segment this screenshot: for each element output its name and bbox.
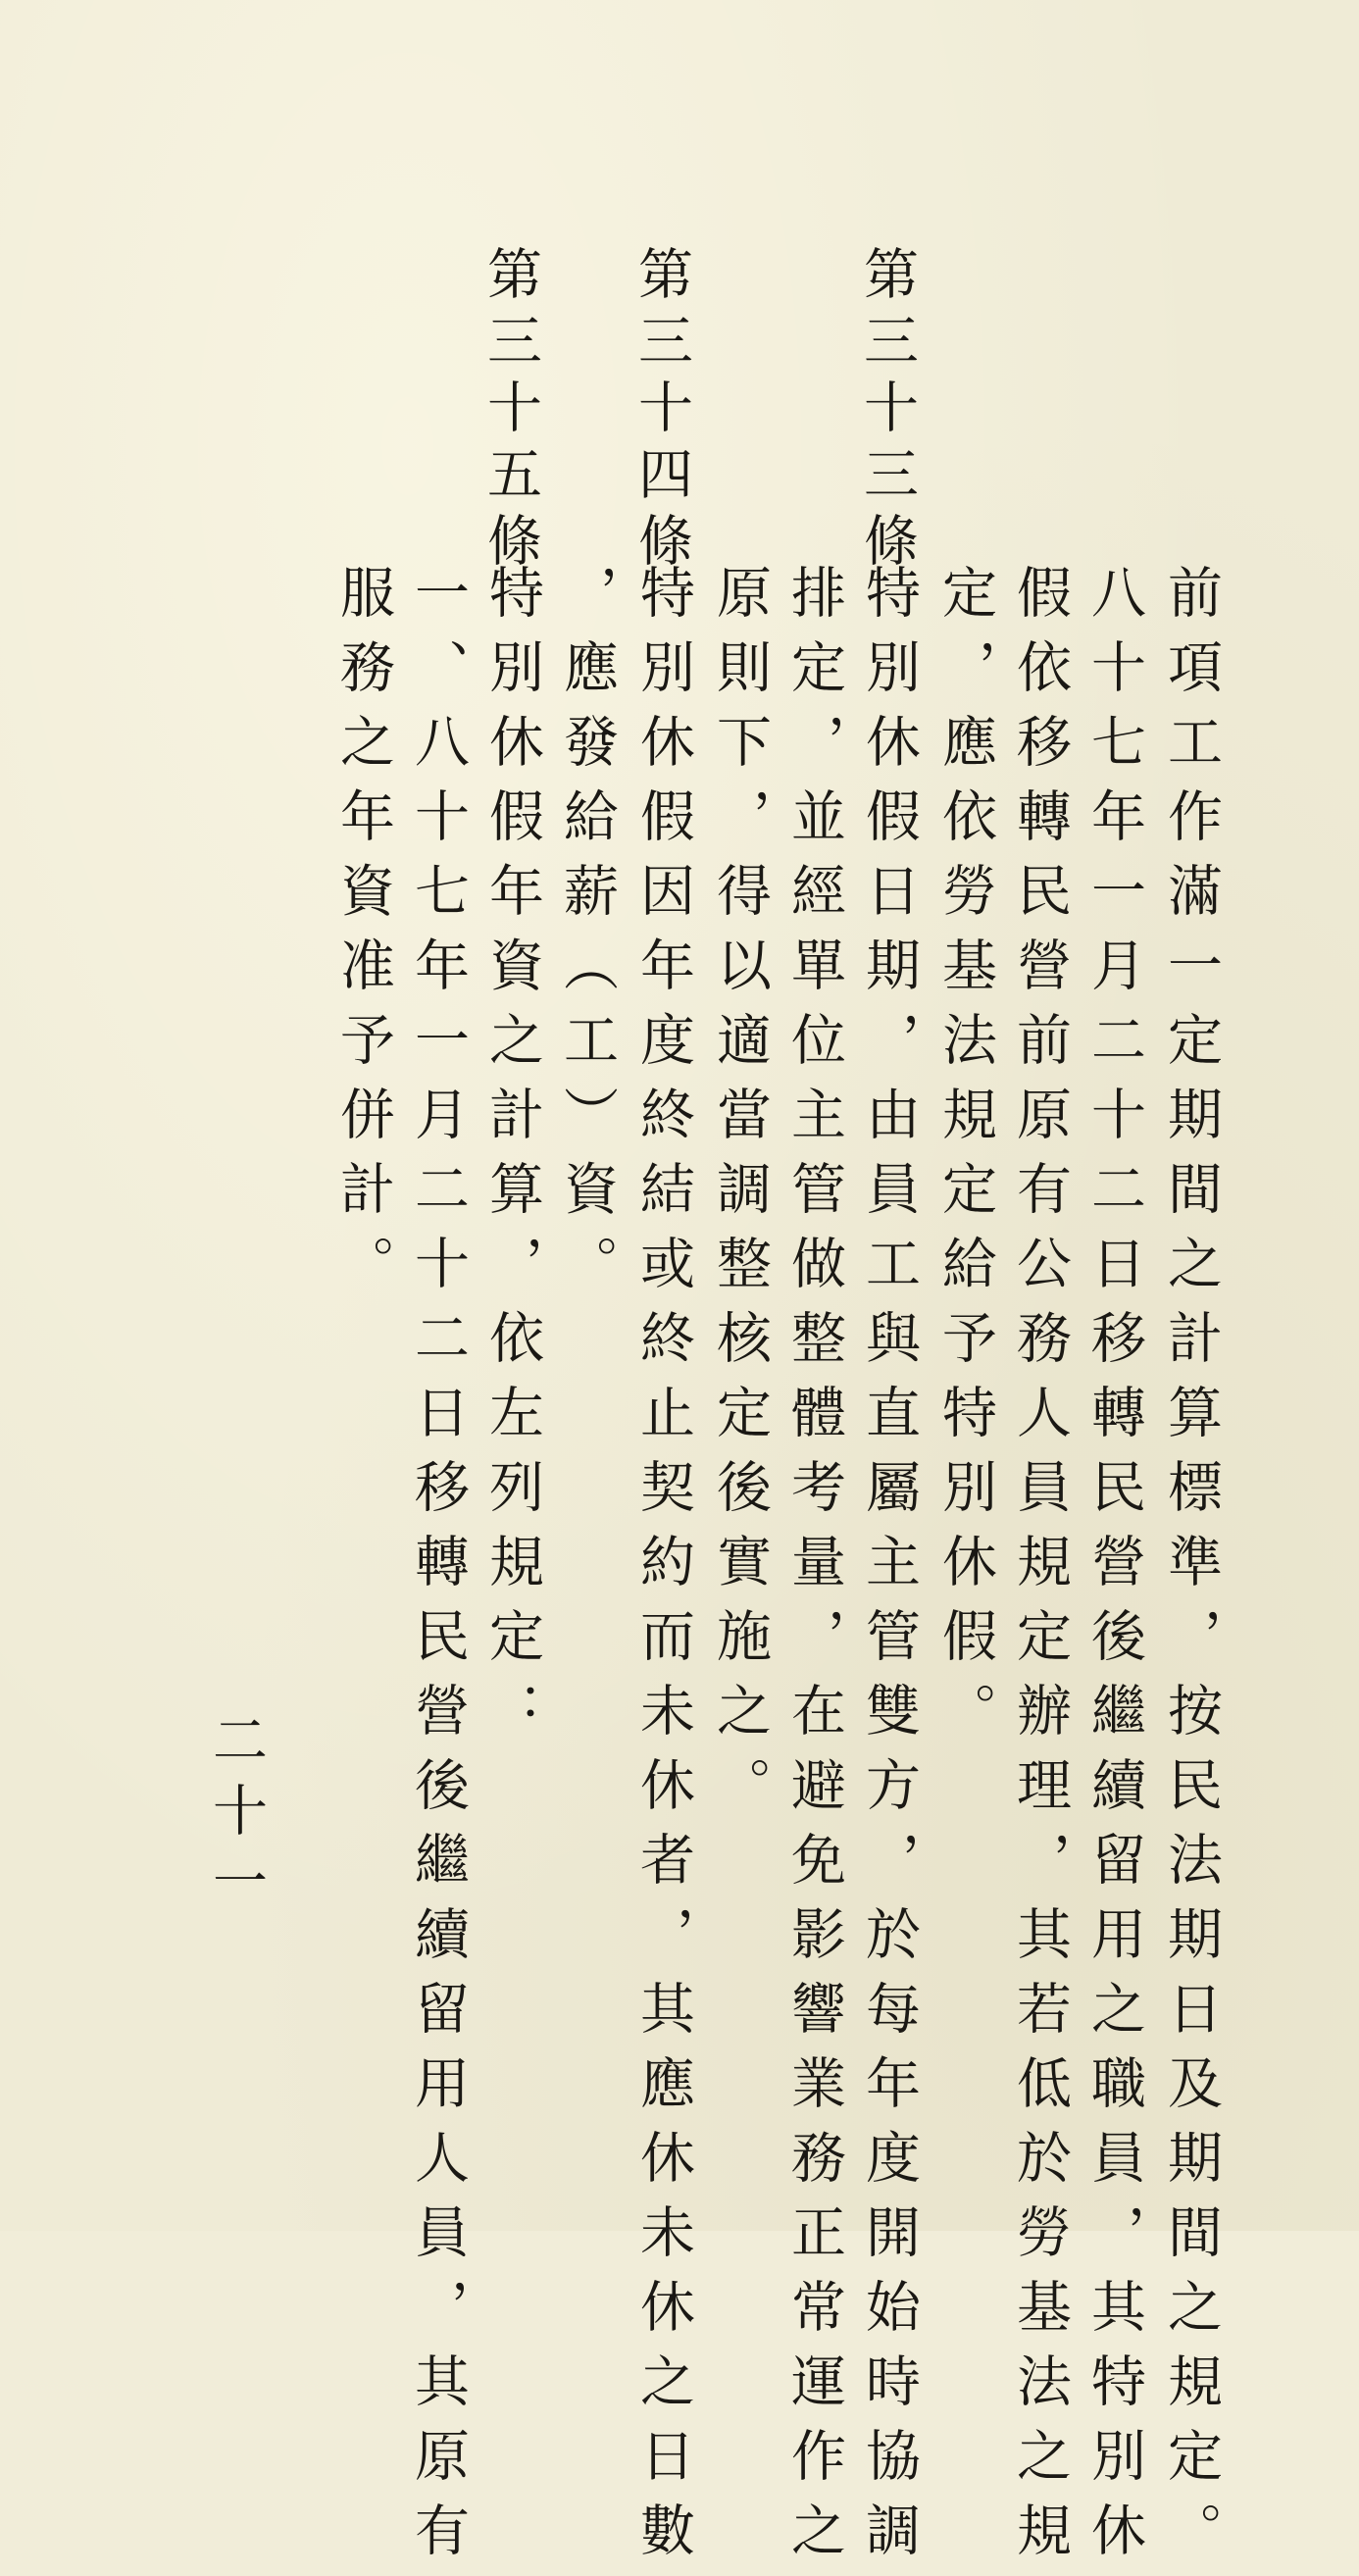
text-column-3: 假依移轉民營前原有公務人員規定辦理，其若低於勞基法之規	[1008, 564, 1072, 2576]
page-number: 二十一	[204, 1711, 268, 1923]
text-column-6: 排定，並經單位主管做整體考量，在避免影響業務正常運作之	[782, 564, 846, 2576]
text-column-7: 原則下，得以適當調整核定後實施之。	[708, 564, 772, 1831]
article-34-heading: 第三十四條	[629, 245, 693, 579]
article-33-heading: 第三十三條	[855, 245, 919, 579]
article-35-heading: 第三十五條	[478, 245, 542, 579]
text-column-5: 特別休假日期，由員工與直屬主管雙方，於每年度開始時協調	[857, 564, 921, 2576]
text-column-11: 一、八十七年一月二十二日移轉民營後繼續留用人員，其原有	[406, 564, 470, 2576]
text-column-8: 特別休假因年度終結或終止契約而未休者，其應休未休之日數	[631, 564, 695, 2576]
text-column-10: 特別休假年資之計算，依左列規定：	[480, 564, 544, 1756]
text-column-2: 八十七年一月二十二日移轉民營後繼續留用之職員，其特別休	[1082, 564, 1146, 2576]
text-column-12: 服務之年資准予併計。	[331, 564, 395, 1309]
text-column-1: 前項工作滿一定期間之計算標準，按民法期日及期間之規定。	[1159, 564, 1223, 2576]
text-column-9: ，應發給薪（工）資。	[555, 564, 619, 1309]
text-column-4: 定，應依勞基法規定給予特別休假。	[933, 564, 997, 1756]
